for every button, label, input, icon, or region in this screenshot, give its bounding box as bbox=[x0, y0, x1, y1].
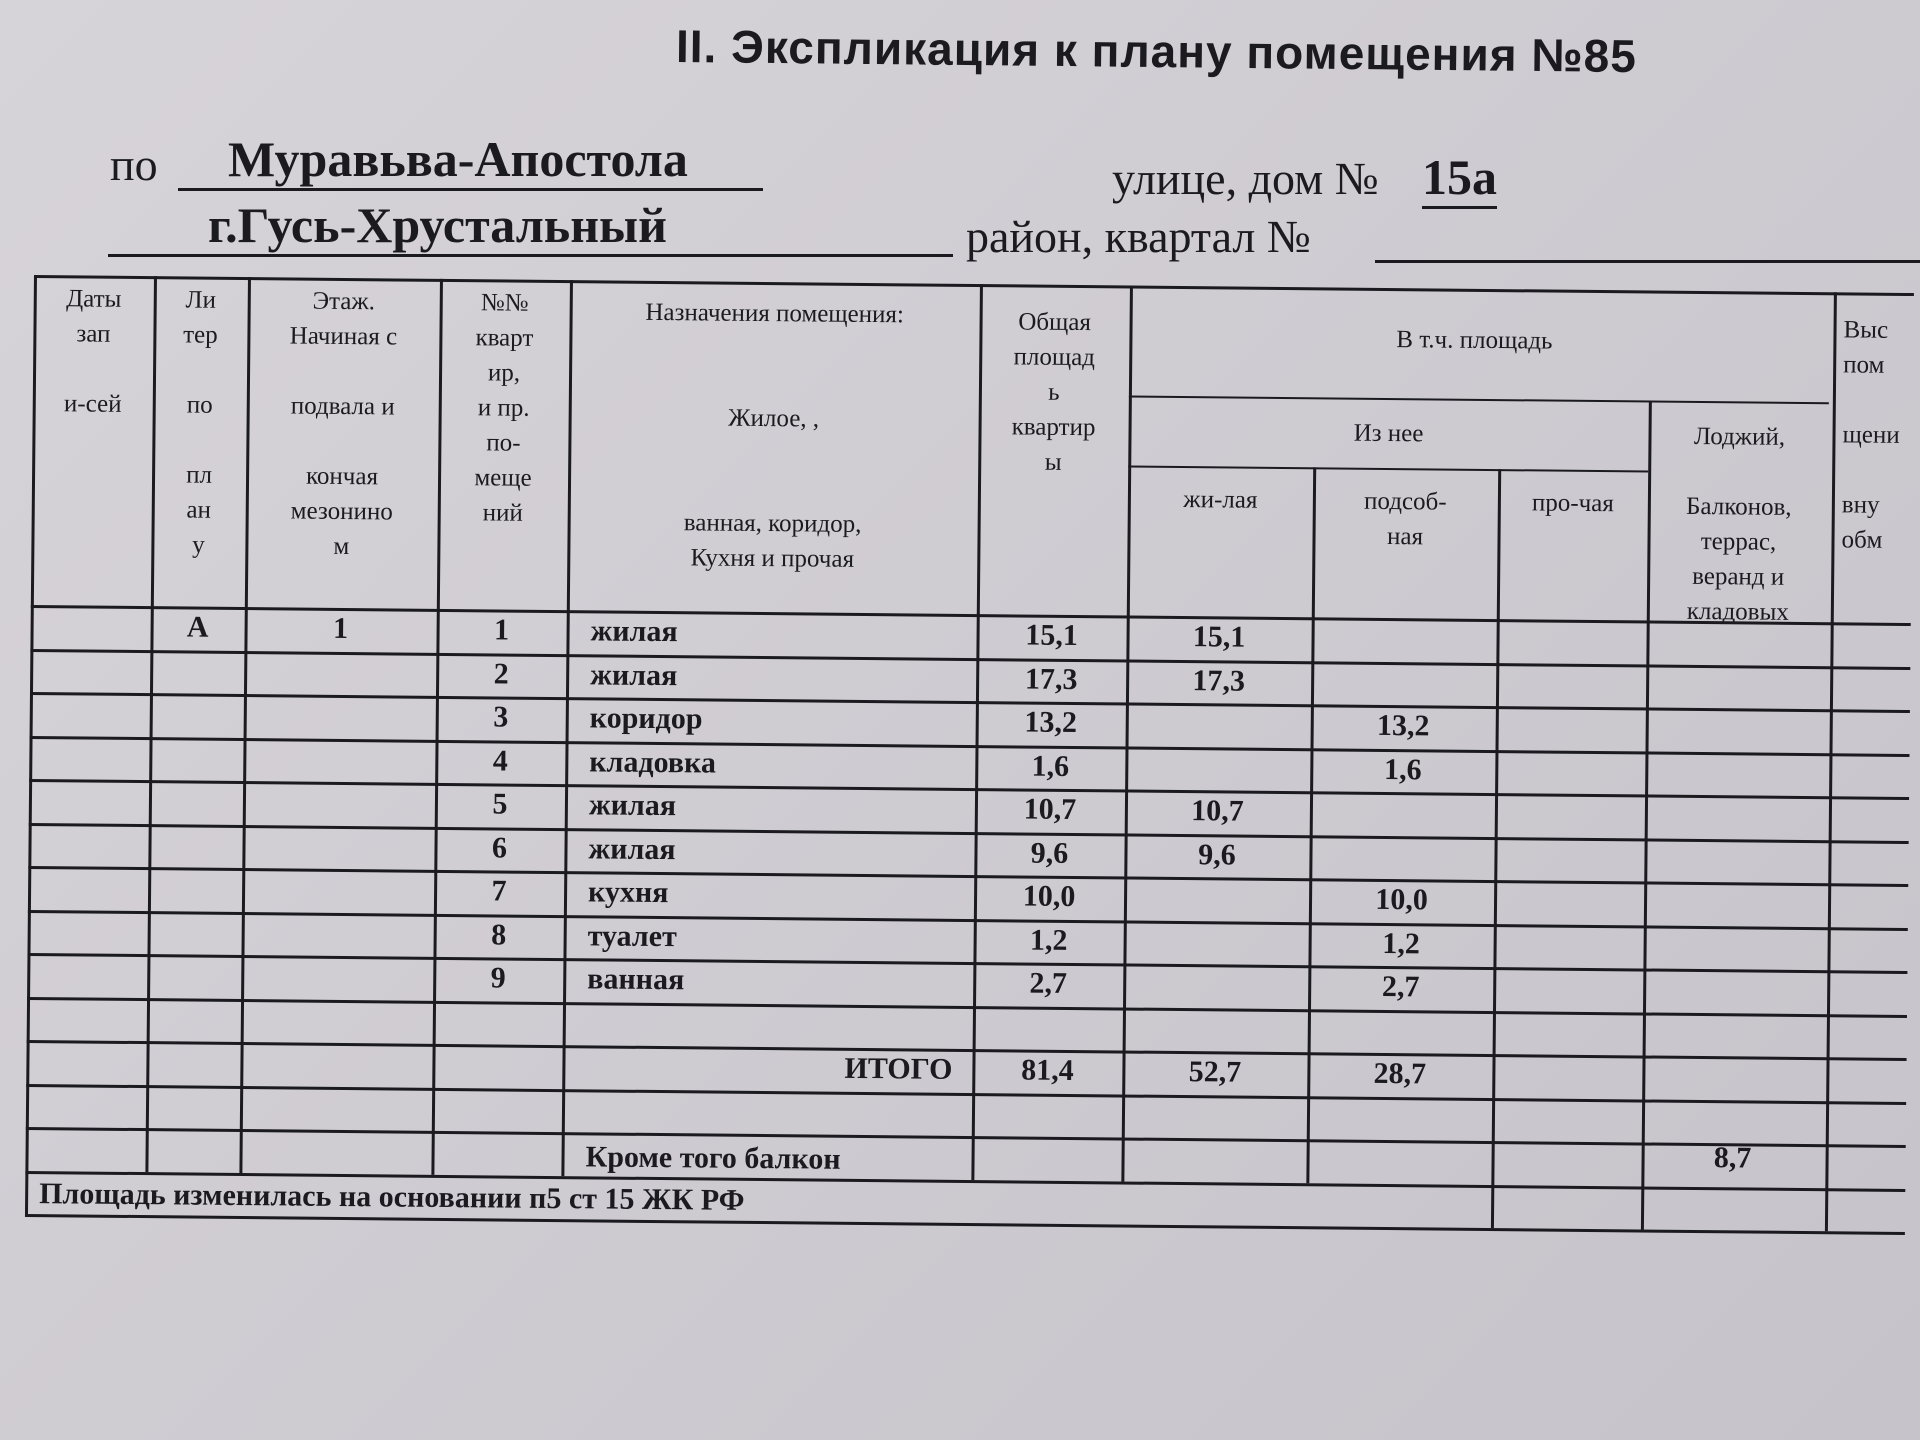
row-total-area: 9,6 bbox=[1030, 836, 1069, 870]
row-number: 5 bbox=[492, 787, 508, 821]
row-total-area: 2,7 bbox=[1029, 966, 1068, 1000]
document-title: II. Экспликация к плану помещения №85 bbox=[675, 19, 1638, 83]
column-border bbox=[1641, 401, 1652, 1230]
totals-label: ИТОГО bbox=[844, 1051, 953, 1086]
row-border bbox=[27, 996, 1907, 1017]
row-total-area: 10,0 bbox=[1022, 879, 1076, 914]
header-total-area: Общая площад ь квартир ы bbox=[1011, 308, 1096, 476]
area-change-note: Площадь изменилась на основании п5 ст 15 ЖК РФ bbox=[39, 1176, 745, 1217]
totals-total-area: 81,4 bbox=[1021, 1053, 1074, 1088]
row-liter bbox=[148, 871, 242, 872]
balcony-value: 8,7 bbox=[1713, 1141, 1752, 1175]
row-liter bbox=[147, 958, 241, 959]
row-border bbox=[30, 735, 1910, 756]
row-number: 3 bbox=[493, 700, 509, 734]
row-total-area: 17,3 bbox=[1024, 662, 1078, 696]
header-inner-line bbox=[1129, 396, 1829, 405]
row-border bbox=[27, 1040, 1907, 1061]
row-number: 1 bbox=[493, 613, 510, 647]
row-border bbox=[29, 779, 1909, 800]
header-inner-line bbox=[1128, 466, 1648, 473]
header-purpose: Назначения помещения: Жилое, , ванная, коридор, Кухня и прочая bbox=[645, 298, 905, 573]
row-number: 2 bbox=[493, 656, 509, 691]
row-liter bbox=[150, 741, 244, 742]
house-number: 15а bbox=[1422, 148, 1497, 209]
row-liter bbox=[150, 654, 244, 655]
row-purpose: туалет bbox=[587, 918, 677, 953]
totals-aux-area: 28,7 bbox=[1373, 1056, 1427, 1091]
row-liter bbox=[149, 784, 243, 785]
row-total-area: 1,2 bbox=[1029, 923, 1068, 957]
row-border bbox=[26, 1127, 1906, 1148]
row-border bbox=[28, 909, 1908, 930]
row-aux-area: 13,2 bbox=[1376, 708, 1430, 743]
header-living: жи-лая bbox=[1183, 486, 1258, 514]
header-dates: Даты зап и-сей bbox=[63, 285, 122, 418]
row-border bbox=[30, 648, 1910, 669]
column-border bbox=[25, 275, 37, 1214]
row-aux-area: 2,7 bbox=[1381, 969, 1420, 1004]
row-aux-area: 1,6 bbox=[1383, 752, 1422, 786]
header-of-it: Из нее bbox=[1353, 419, 1424, 448]
row-border bbox=[25, 1214, 1905, 1235]
row-number: 7 bbox=[491, 874, 507, 908]
row-number: 8 bbox=[491, 917, 507, 952]
row-living-area: 17,3 bbox=[1192, 663, 1246, 698]
row-border bbox=[29, 822, 1909, 843]
row-liter bbox=[149, 828, 243, 829]
city-name: г.Гусь-Хрустальный bbox=[108, 196, 953, 257]
header-other: про-чая bbox=[1531, 489, 1614, 518]
explication-table bbox=[24, 275, 1914, 1303]
row-aux-area: 10,0 bbox=[1375, 882, 1428, 917]
row-purpose: ванная bbox=[587, 962, 685, 997]
column-border bbox=[1491, 469, 1501, 1228]
header-auxiliary: подсоб- ная bbox=[1363, 487, 1447, 551]
row-total-area: 10,7 bbox=[1023, 792, 1077, 827]
street-suffix-label: улице, дом № bbox=[1112, 153, 1379, 204]
quarter-number-blank bbox=[1375, 260, 1920, 263]
row-purpose: кладовка bbox=[589, 744, 717, 780]
row-number: 6 bbox=[491, 830, 508, 865]
header-loggias: Лоджий, Балконов, террас, веранд и кладовых bbox=[1685, 422, 1792, 626]
district-label: район, квартал № bbox=[966, 211, 1311, 262]
row-number: 4 bbox=[492, 743, 509, 778]
row-liter bbox=[148, 915, 242, 916]
row-border bbox=[26, 1083, 1906, 1104]
row-total-area: 15,1 bbox=[1025, 618, 1078, 653]
street-name: Муравьва-Апостола bbox=[178, 130, 763, 191]
row-living-area: 9,6 bbox=[1198, 837, 1236, 872]
row-purpose: жилая bbox=[588, 788, 677, 823]
header-height: Выс пом щени вну обм bbox=[1841, 316, 1900, 554]
row-purpose: жилая bbox=[590, 614, 678, 649]
header-number: №№ кварт ир, и пр. по- меще ний bbox=[474, 289, 534, 527]
address-po-label: по bbox=[110, 139, 158, 190]
row-purpose: жилая bbox=[588, 831, 676, 866]
row-liter bbox=[150, 697, 244, 698]
row-purpose: жилая bbox=[590, 657, 678, 692]
balcony-label: Кроме того балкон bbox=[585, 1140, 841, 1176]
row-border bbox=[28, 866, 1908, 887]
header-floor: Этаж. Начиная с подвала и кончая мезонино м bbox=[289, 287, 398, 561]
row-border bbox=[30, 692, 1910, 713]
row-purpose: коридор bbox=[589, 701, 703, 736]
row-liter: А bbox=[186, 610, 209, 644]
totals-living-area: 52,7 bbox=[1188, 1055, 1242, 1089]
row-floor: 1 bbox=[332, 611, 349, 646]
row-total-area: 1,6 bbox=[1031, 749, 1070, 783]
row-purpose: кухня bbox=[587, 875, 669, 910]
row-living-area: 10,7 bbox=[1191, 794, 1244, 828]
row-number: 9 bbox=[490, 961, 506, 995]
row-border bbox=[27, 953, 1907, 974]
row-living-area: 15,1 bbox=[1192, 620, 1246, 654]
row-aux-area: 1,2 bbox=[1382, 926, 1421, 960]
header-liter: Ли тер по пл ан у bbox=[183, 286, 218, 559]
header-including-area: В т.ч. площадь bbox=[1396, 326, 1553, 355]
row-total-area: 13,2 bbox=[1024, 705, 1078, 740]
